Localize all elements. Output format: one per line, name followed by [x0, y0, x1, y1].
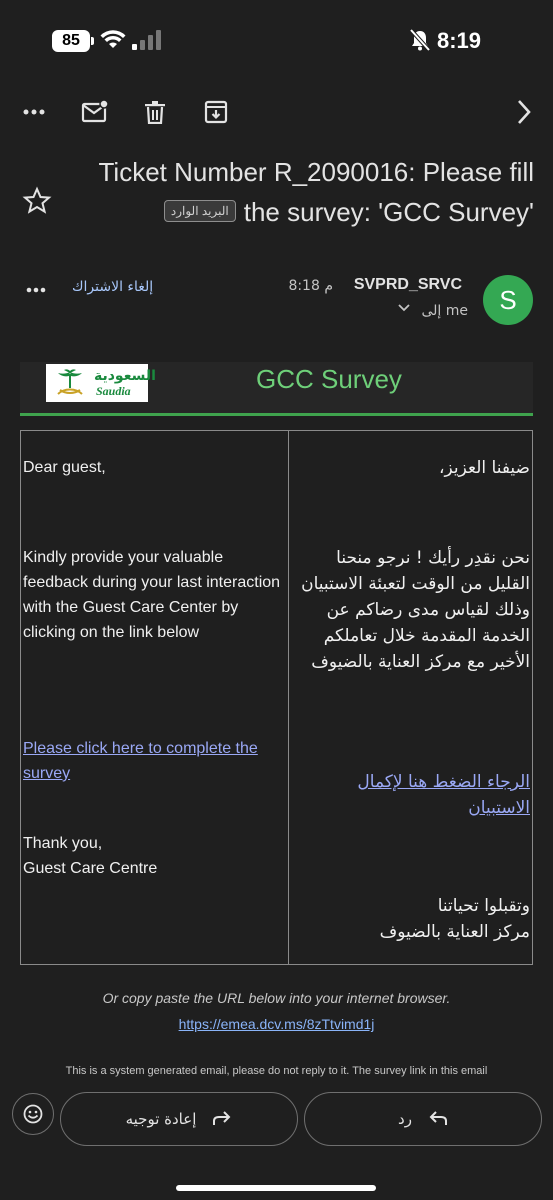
arabic-body: نحن نقدِر رأيك ! نرجو منحنا القليل من الوقت لتعبئة الاستبيان وذلك لقياس مدى رضاكم عن الخدمة المقدمة خلال تعاملكم الأخير مع مركز العناية بالضيوف	[301, 548, 530, 672]
arabic-signature: مركز العناية بالضيوف	[379, 922, 530, 942]
smiley-icon	[23, 1104, 43, 1124]
archive-icon	[204, 100, 228, 124]
sender-time: 8:18 م	[288, 278, 333, 294]
home-indicator[interactable]	[176, 1185, 376, 1191]
star-outline-icon[interactable]	[22, 186, 52, 216]
unsubscribe-link[interactable]: إلغاء الاشتراك	[72, 279, 154, 295]
delete-button[interactable]	[135, 90, 175, 134]
english-survey-link[interactable]: Please click here to complete the survey	[23, 740, 258, 782]
subject-line-2	[74, 192, 534, 232]
archive-button[interactable]	[196, 90, 236, 134]
emoji-reaction-button[interactable]	[12, 1093, 54, 1135]
english-body: Kindly provide your valuable feedback during your last interaction with the Guest Care Center by clicking on the link below	[23, 549, 281, 641]
email-toolbar	[0, 90, 553, 138]
arabic-survey-link[interactable]: الرجاء الضغط هنا لإكمال الاستبيان	[357, 772, 530, 818]
next-email-button[interactable]	[504, 90, 544, 134]
bell-off-icon	[410, 29, 430, 51]
english-greeting: Dear guest,	[23, 459, 106, 476]
english-thanks: Thank you,	[23, 835, 103, 852]
english-column	[21, 431, 289, 964]
survey-message-table	[20, 430, 533, 965]
clock: 8:19	[437, 28, 482, 53]
chevron-down-icon[interactable]	[398, 304, 410, 312]
cellular-signal-icon	[132, 30, 162, 50]
arabic-greeting: ضيفنا العزيز،	[439, 458, 530, 478]
recipient-details[interactable]: إلى me	[421, 303, 468, 319]
inbox-label-badge[interactable]: البريد الوارد	[164, 200, 236, 222]
more-options-button[interactable]	[14, 90, 54, 134]
reply-action-bar	[0, 1080, 553, 1200]
reply-arrow-icon	[428, 1111, 448, 1127]
logo-english-text: Saudia	[96, 384, 131, 398]
palm-swords-icon	[52, 368, 88, 398]
sender-avatar[interactable]: S	[483, 275, 533, 325]
subject-line-1: Ticket Number R_2090016: Please fill	[98, 157, 534, 187]
saudia-logo	[46, 364, 156, 402]
system-generated-note: This is a system generated email, please do not reply to it. The survey link in this email	[65, 1065, 488, 1077]
forward-label: إعادة توجيه	[125, 1110, 197, 1128]
reply-label: رد	[398, 1110, 412, 1128]
sender-name: SVPRD_SRVC	[353, 276, 462, 293]
forward-arrow-icon	[212, 1111, 232, 1127]
sender-more-button[interactable]	[18, 272, 54, 308]
survey-title: GCC Survey	[256, 364, 402, 394]
more-horizontal-icon	[23, 109, 45, 115]
reply-button[interactable]	[304, 1092, 542, 1146]
arabic-survey-link-wrap	[294, 769, 530, 821]
mail-unread-icon	[81, 100, 109, 124]
english-signature: Guest Care Centre	[23, 860, 158, 877]
english-survey-link-wrap	[23, 736, 285, 786]
survey-url-link[interactable]: https://emea.dcv.ms/8zTtvimd1j	[178, 1016, 375, 1032]
email-subject	[74, 152, 534, 232]
trash-icon	[144, 100, 166, 124]
arabic-column	[289, 431, 532, 964]
chevron-right-icon	[516, 99, 532, 125]
wifi-icon	[100, 28, 126, 50]
more-horizontal-icon	[26, 287, 46, 293]
status-bar	[0, 0, 553, 84]
copy-url-note: Or copy paste the URL below into your internet browser.	[102, 990, 451, 1006]
arabic-thanks: وتقبلوا تحياتنا	[437, 896, 530, 916]
email-banner	[20, 362, 533, 416]
forward-button[interactable]	[60, 1092, 298, 1146]
subject-line-2-text: the survey: 'GCC Survey'	[243, 197, 534, 227]
mark-unread-button[interactable]	[75, 90, 115, 134]
logo-arabic-text: السعودية	[94, 368, 156, 384]
battery-indicator: 85	[52, 30, 90, 52]
